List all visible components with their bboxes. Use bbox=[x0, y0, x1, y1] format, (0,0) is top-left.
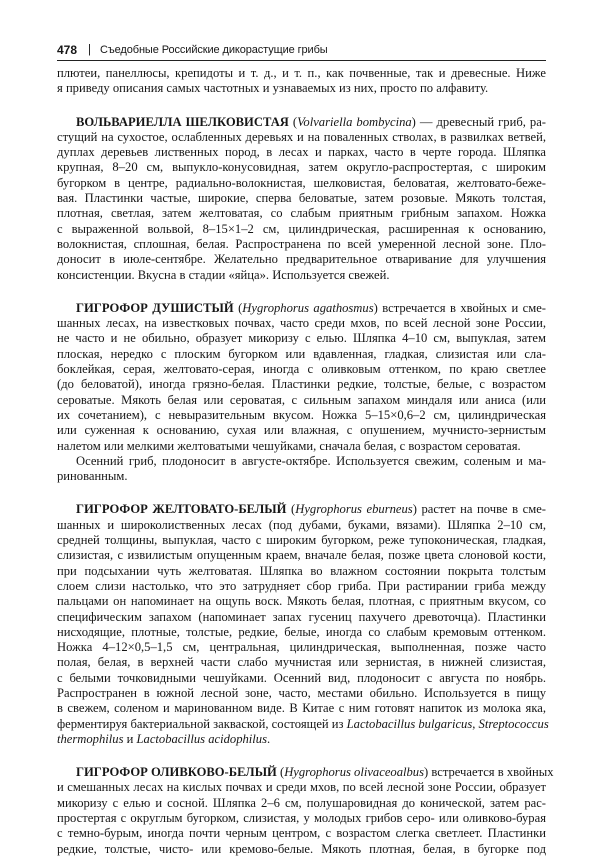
running-title: Съедобные Российские дикорастущие грибы bbox=[100, 44, 328, 56]
text-line bbox=[57, 145, 546, 160]
species-name: ГИГРОФОР ЖЕЛТОВАТО-БЕЛЫЙ bbox=[76, 502, 287, 517]
header-rule bbox=[57, 60, 546, 61]
latin-name: Lactobacillus acidophilus bbox=[136, 731, 267, 746]
text-line bbox=[57, 625, 546, 640]
text-line bbox=[57, 548, 546, 563]
text-run: ( bbox=[286, 502, 296, 517]
text-run: плютеи, панеллюсы, крепидоты и т. д., и т. п., как почвенные, так и древесные. Ниже bbox=[57, 66, 546, 80]
text-run: бугорком в центре, радиально-волокнистая, шелковистая, беловатая, желтовато-беже- bbox=[57, 175, 546, 190]
text-run: ферментируя бактериальной закваской, состоящей из bbox=[57, 716, 347, 731]
text-line bbox=[57, 377, 546, 392]
text-line bbox=[57, 826, 546, 841]
text-run: волокнистая, сплошная, белая. Распространена по всей умеренной лесной зоне. Пло- bbox=[57, 236, 546, 251]
text-run: , bbox=[472, 716, 479, 731]
text-line bbox=[57, 796, 546, 811]
text-run: ) растет на почве в сме- bbox=[412, 502, 546, 517]
running-header bbox=[57, 40, 546, 60]
text-run: налетом или мелкими желтоватыми чешуйками, сначала белая, с возрастом сероватая. bbox=[57, 438, 521, 453]
text-run: редкие, толстые, чисто- или кремово-белые. Мякоть плотная, белая, в бугорке под bbox=[57, 841, 546, 856]
latin-name: Streptococcus bbox=[478, 716, 549, 731]
text-line bbox=[57, 66, 546, 81]
text-line bbox=[57, 564, 546, 579]
text-line bbox=[57, 130, 546, 145]
latin-name: Hygrophorus agathosmus bbox=[242, 300, 374, 315]
text-run: с выраженной вольвой, 8–15×1–2 см, цилиндрическая, расширенная к основанию, bbox=[57, 221, 546, 236]
text-line bbox=[57, 640, 546, 655]
text-run: боклейкая, серая, желтовато-серая, иногда с оливковым оттенком, по краю светлее bbox=[57, 362, 546, 377]
text-line bbox=[57, 701, 546, 716]
species-entry bbox=[57, 502, 549, 747]
text-run: ) встречается в хвойных bbox=[424, 765, 554, 780]
text-line bbox=[57, 454, 546, 469]
text-run: простертая с округлым бугорком, слизистая, у молодых грибов серо- или оливково-бурая bbox=[57, 811, 546, 826]
text-run: при подсыхании чуть желтоватая. Шляпка во влажном состоянии покрыта толстым bbox=[57, 563, 546, 578]
text-run: сероватые. Мякоть белая или сероватая, с сильным запахом миндаля или аниса (или bbox=[57, 392, 546, 407]
text-line bbox=[57, 316, 546, 331]
text-run: доносит в июле-сентябре. Желательно предварительное отваривание для улучшения bbox=[57, 252, 546, 267]
text-line bbox=[57, 115, 546, 130]
text-line bbox=[57, 655, 546, 670]
text-run: стущий на сухостое, ослабленных деревьях и на поваленных стволах, в развилках ветвей, bbox=[57, 129, 546, 144]
text-run: и bbox=[123, 731, 137, 746]
text-line bbox=[57, 393, 546, 408]
text-run: средней толщины, выпуклая, часто с широким бугорком, реже тупоконическая, гладкая, bbox=[57, 533, 546, 548]
text-line bbox=[57, 81, 546, 96]
text-line bbox=[57, 160, 546, 175]
text-run: ( bbox=[276, 765, 285, 780]
text-run: крупная, 8–20 см, выпукло-конусовидная, затем округло-распростертая, с широким bbox=[57, 160, 546, 175]
text-line bbox=[57, 780, 546, 795]
text-run: дуплах деревьев лиственных пород, в лесах и парках, часто в черте города. Шляпка bbox=[57, 145, 546, 160]
text-line bbox=[57, 423, 546, 438]
text-line bbox=[57, 518, 546, 533]
text-line bbox=[57, 671, 546, 686]
text-run: пальцами он напоминает на ощупь воск. Мякоть белая, плотная, с приятным вкусом, со bbox=[57, 594, 546, 609]
text-run: шанных лесах, на известковых почвах, часто среди мхов, по всей лесной зоне России, bbox=[57, 316, 546, 331]
text-line bbox=[57, 686, 546, 701]
text-run: вая. Пластинки частые, широкие, сперва беловатые, затем розовые. Мякоть толстая, bbox=[57, 191, 546, 206]
text-line bbox=[57, 469, 546, 484]
latin-name: thermophilus bbox=[57, 731, 124, 746]
text-run: их сочетанием), с невыразительным вкусом. Ножка 5–15×0,6–2 см, цилиндрическая bbox=[57, 407, 546, 422]
text-line bbox=[57, 594, 546, 609]
species-name: ГИГРОФОР ДУШИСТЫЙ bbox=[76, 300, 234, 315]
text-line bbox=[57, 191, 546, 206]
latin-name: Lactobacillus bulgaricus bbox=[346, 716, 473, 731]
text-run: я приведу описания самых частотных и узнаваемых из них, просто по алфавиту. bbox=[57, 81, 489, 96]
intro-paragraph bbox=[57, 66, 546, 97]
page-body bbox=[57, 66, 554, 857]
text-line bbox=[57, 301, 546, 316]
text-run: шанных и широколиственных лесах (под дубами, буками, вязами). Шляпка 2–10 см, bbox=[57, 517, 546, 532]
latin-name: Hygrophorus eburneus bbox=[295, 502, 413, 517]
text-line bbox=[57, 579, 546, 594]
text-line bbox=[57, 206, 546, 221]
species-entry bbox=[57, 301, 546, 485]
text-run: слизистая, с извилистым опущенным краем, вначале белая, позже цвета слоновой кости, bbox=[57, 548, 546, 563]
text-line bbox=[57, 331, 546, 346]
text-line bbox=[57, 811, 546, 826]
text-run: слоем слизи настолько, что это затрудняет сбор гриба. При растирании гриба между bbox=[57, 578, 546, 593]
text-run: и смешанных лесах на кислых почвах и среди мхов, по всей лесной зоне России, образует bbox=[57, 780, 546, 795]
species-entry bbox=[57, 115, 546, 283]
latin-name: Hygrophorus olivaceoalbus bbox=[284, 765, 425, 780]
text-run: полая, белая, в верхней части слабо мучнистая или зернистая, в нижней слизистая, bbox=[57, 655, 546, 670]
text-run: Распространен в южной лесной зоне, часто, местами обильно. Используется в пищу bbox=[57, 685, 546, 700]
text-run: Ножка 4–12×0,5–1,5 см, центральная, цилиндрическая, выполненная, позже часто bbox=[57, 640, 546, 655]
text-line bbox=[57, 533, 546, 548]
text-run: или суженная к основанию, сухая или влажная, с опушением, мучнисто-зернистым bbox=[57, 423, 546, 438]
text-line bbox=[57, 252, 546, 267]
species-name: ВОЛЬВАРИЕЛЛА ШЕЛКОВИСТАЯ bbox=[76, 114, 289, 129]
text-line bbox=[57, 222, 546, 237]
text-run: с темно-бурым, иногда почти черным центром, с возрастом слегка светлеет. Пластинки bbox=[57, 826, 546, 841]
text-line bbox=[57, 732, 546, 747]
text-run: Осенний гриб, плодоносит в августе-октябре. Используется свежим, соленым и ма- bbox=[76, 453, 546, 468]
text-run: (до беловатой), иногда грязно-белая. Пластинки редкие, толстые, белые, с возрастом bbox=[57, 377, 546, 392]
text-line bbox=[57, 347, 546, 362]
species-entry bbox=[57, 765, 554, 857]
text-line bbox=[57, 439, 546, 454]
text-run: ринованным. bbox=[57, 469, 128, 484]
text-line bbox=[57, 268, 546, 283]
text-run: ) — древесный гриб, ра- bbox=[411, 114, 546, 129]
text-run: специфическим запахом (напоминает запах гусениц пахучего древоточца). Пластинки bbox=[57, 609, 546, 624]
text-line bbox=[57, 716, 549, 732]
text-line bbox=[57, 610, 546, 625]
text-line bbox=[57, 362, 546, 377]
text-run: микоризу с елью и сосной. Шляпка 2–6 см, полушаровидная до конической, затем рас- bbox=[57, 795, 546, 810]
text-run: не часто и не обильно, образует микоризу с елью. Шляпка 4–10 см, выпуклая, затем bbox=[57, 331, 546, 346]
text-line bbox=[57, 237, 546, 252]
header-separator: | bbox=[88, 44, 92, 56]
text-line bbox=[57, 176, 546, 191]
text-line bbox=[57, 502, 546, 517]
text-line bbox=[57, 408, 546, 423]
text-run: плоская, нередко с плоским бугорком или вдавленная, гладкая, слизистая или сла- bbox=[57, 346, 546, 361]
text-run: ) встречается в хвойных и сме- bbox=[373, 300, 546, 315]
text-run: ( bbox=[233, 300, 243, 315]
text-run: ( bbox=[288, 114, 298, 129]
text-run: в свежем, соленом и маринованном виде. В Китае с ним готовят напиток из молока яка, bbox=[57, 701, 546, 716]
latin-name: Volvariella bombycina bbox=[297, 114, 412, 129]
page-number: 478 bbox=[57, 43, 78, 57]
species-name: ГИГРОФОР ОЛИВКОВО-БЕЛЫЙ bbox=[76, 765, 277, 780]
text-line bbox=[57, 765, 554, 780]
text-run: плотная, светлая, затем желтоватая, со слабым приятным грибным запахом. Ножка bbox=[57, 206, 546, 221]
text-run: . bbox=[267, 731, 271, 746]
text-run: консистенции. Вкусна в стадии «яйца». Используется свежей. bbox=[57, 267, 390, 282]
text-run: с белыми точковидными чешуйками. Осенний вид, плодоносит с августа по ноябрь. bbox=[57, 670, 546, 685]
text-run: нисходящие, плотные, толстые, редкие, белые, иногда со слабым кремовым оттенком. bbox=[57, 624, 546, 639]
